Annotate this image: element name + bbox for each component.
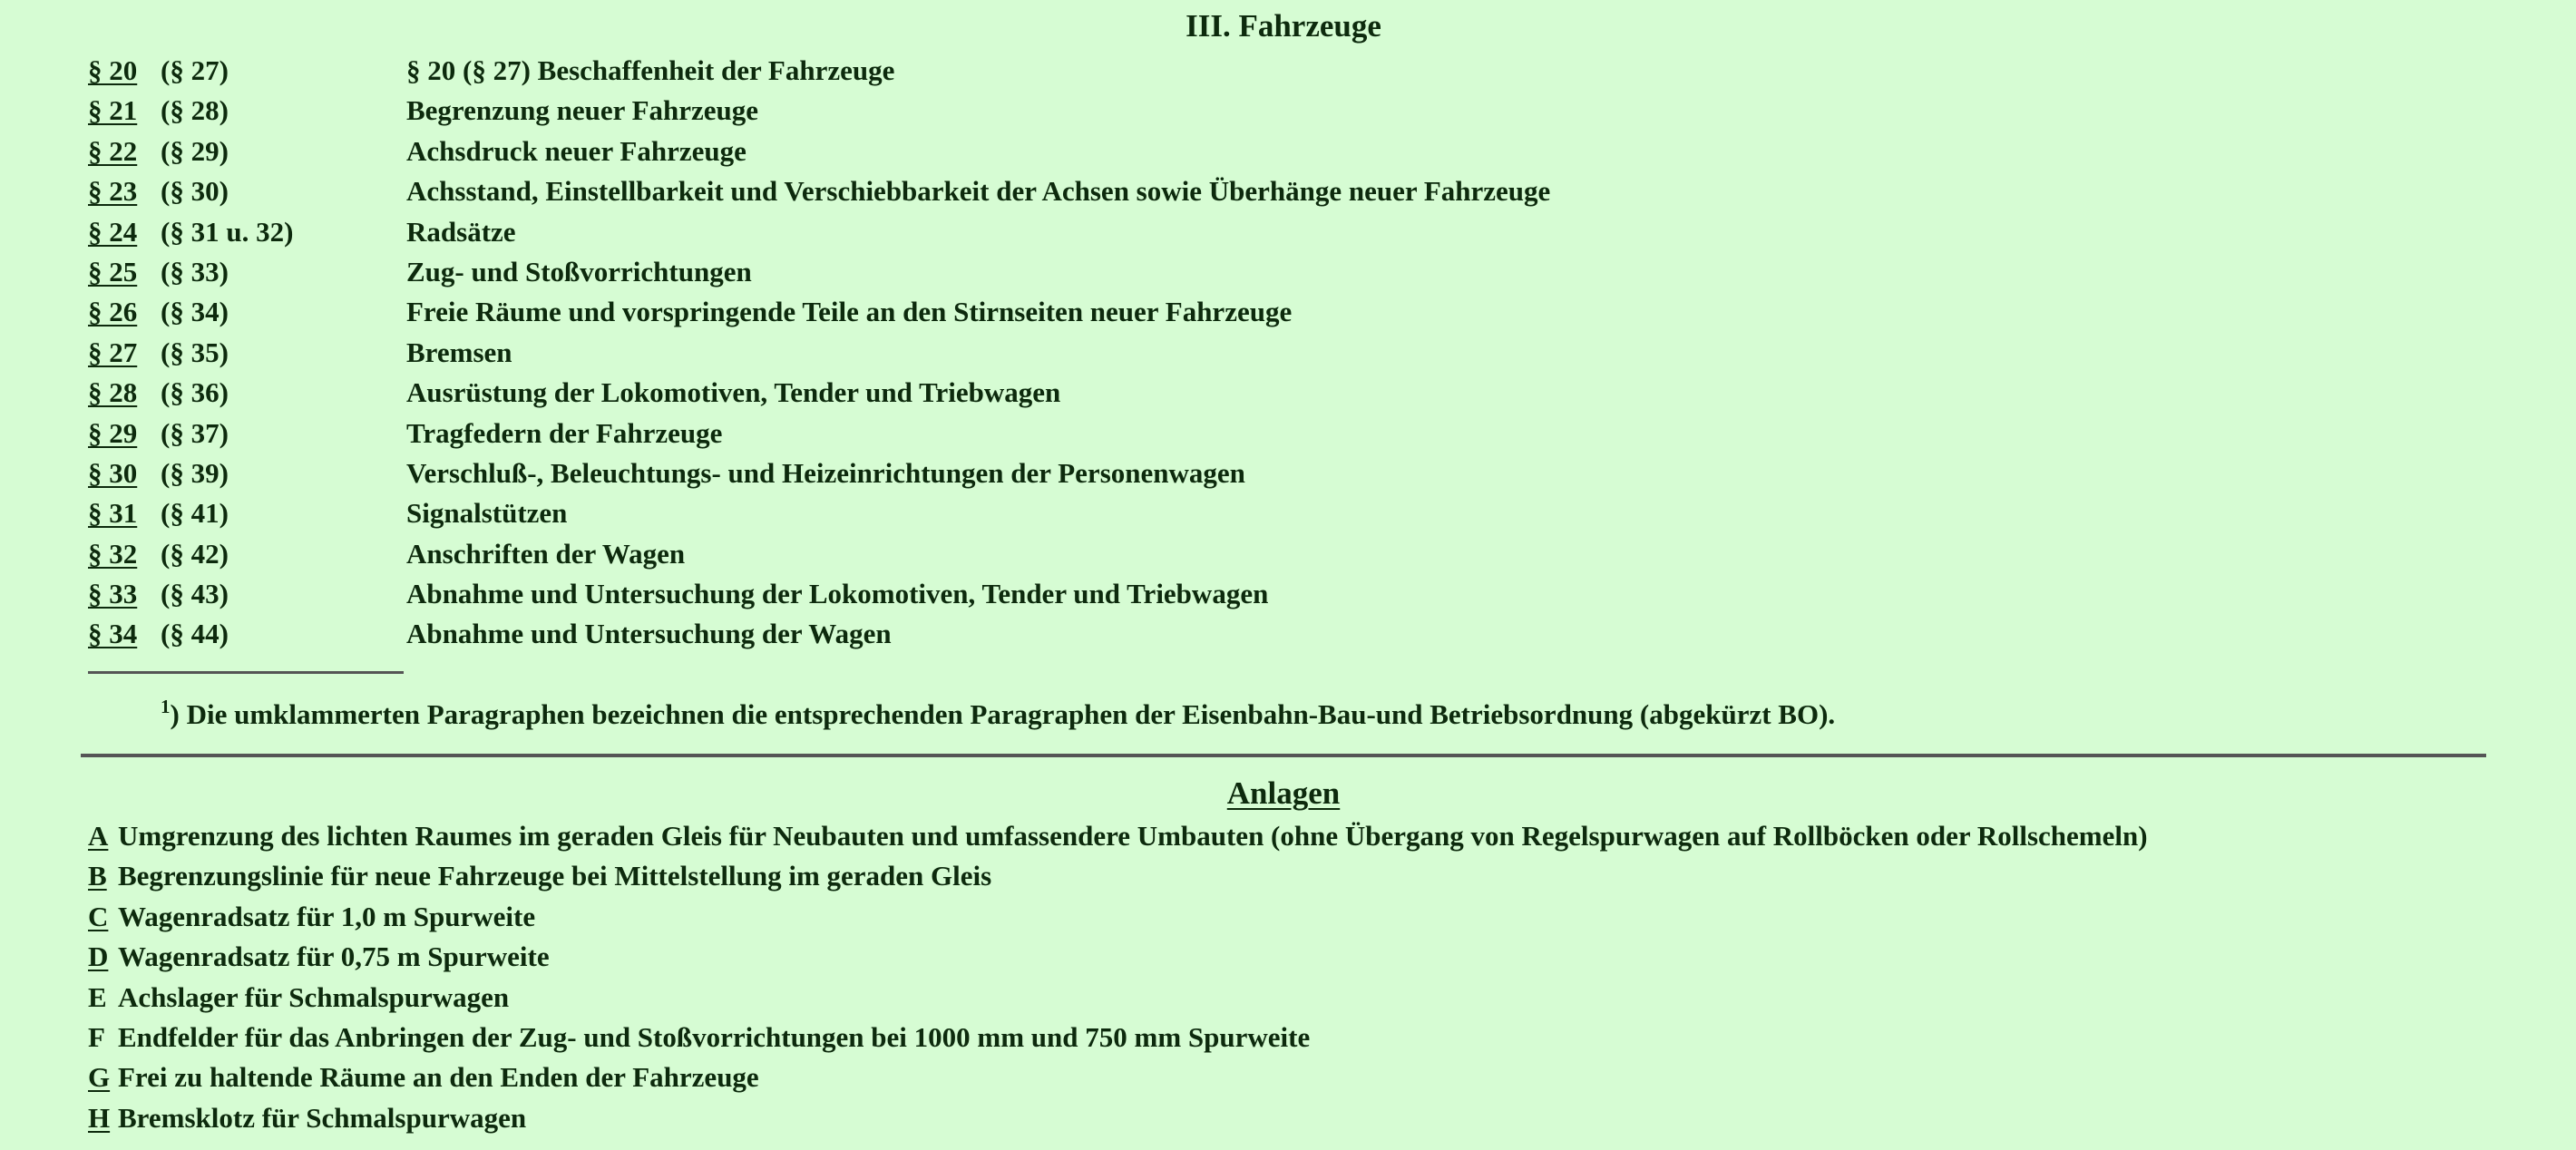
bo-reference: (§ 30): [161, 175, 229, 208]
bo-reference: (§ 29): [161, 134, 229, 167]
paragraph-link[interactable]: § 25: [88, 255, 138, 288]
section-title: III. Fahrzeuge: [1186, 8, 1381, 44]
paragraph-title: Achsdruck neuer Fahrzeuge: [406, 134, 746, 167]
anlage-link[interactable]: D: [88, 940, 109, 973]
anlage-letter: F: [88, 1020, 105, 1053]
paragraph-title: Abnahme und Untersuchung der Wagen: [406, 618, 892, 650]
footnote-marker: 1: [161, 696, 171, 717]
bo-reference: (§ 35): [161, 336, 229, 368]
bo-reference: (§ 42): [161, 537, 229, 570]
paragraph-link[interactable]: § 32: [88, 537, 138, 570]
paragraph-link[interactable]: § 20: [88, 54, 138, 86]
paragraph-link[interactable]: § 21: [88, 94, 138, 127]
paragraph-title: Achsstand, Einstellbarkeit und Verschiebbarkeit der Achsen sowie Überhänge neuer Fahrzeuge: [406, 175, 1551, 208]
anlage-title: Begrenzungslinie für neue Fahrzeuge bei Mittelstellung im geraden Gleis: [118, 860, 992, 892]
paragraph-link[interactable]: § 28: [88, 376, 138, 409]
paragraph-link[interactable]: § 31: [88, 497, 138, 530]
bo-reference: (§ 39): [161, 456, 229, 489]
bo-reference: (§ 43): [161, 578, 229, 610]
bo-reference: (§ 34): [161, 296, 229, 328]
paragraph-title: § 20 (§ 27) Beschaffenheit der Fahrzeuge: [406, 54, 895, 86]
footnote-divider: [88, 671, 404, 674]
paragraph-link[interactable]: § 24: [88, 215, 138, 248]
paragraph-link[interactable]: § 34: [88, 618, 138, 650]
paragraph-title: Freie Räume und vorspringende Teile an den Stirnseiten neuer Fahrzeuge: [406, 296, 1293, 328]
paragraph-title: Ausrüstung der Lokomotiven, Tender und Triebwagen: [406, 376, 1061, 409]
anlage-title: Endfelder für das Anbringen der Zug- und Stoßvorrichtungen bei 1000 mm und 750 mm Spurweite: [118, 1020, 1311, 1053]
paragraph-link[interactable]: § 27: [88, 336, 138, 368]
paragraph-link[interactable]: § 29: [88, 416, 138, 449]
paragraph-title: Tragfedern der Fahrzeuge: [406, 416, 723, 449]
paragraph-title: Signalstützen: [406, 497, 568, 530]
anlage-title: Achslager für Schmalspurwagen: [118, 980, 510, 1013]
bo-reference: (§ 37): [161, 416, 229, 449]
paragraph-title: Bremsen: [406, 336, 512, 368]
bo-reference: (§ 27): [161, 54, 229, 86]
paragraph-title: Radsätze: [406, 215, 516, 248]
anlage-title: Wagenradsatz für 1,0 m Spurweite: [118, 900, 536, 932]
paragraph-title: Verschluß-, Beleuchtungs- und Heizeinrichtungen der Personenwagen: [406, 456, 1245, 489]
bo-reference: (§ 41): [161, 497, 229, 530]
anlage-link[interactable]: C: [88, 900, 109, 932]
anlagen-title: Anlagen: [1226, 775, 1341, 811]
paragraph-link[interactable]: § 26: [88, 296, 138, 328]
paragraph-title: Abnahme und Untersuchung der Lokomotiven, Tender und Triebwagen: [406, 578, 1269, 610]
paragraph-link[interactable]: § 23: [88, 175, 138, 208]
footnote: [161, 695, 1835, 735]
section-divider: [81, 754, 2486, 757]
paragraph-title: Zug- und Stoßvorrichtungen: [406, 255, 752, 288]
bo-reference: (§ 44): [161, 618, 229, 650]
paragraph-link[interactable]: § 30: [88, 456, 138, 489]
anlage-link[interactable]: H: [88, 1101, 111, 1134]
anlage-title: Frei zu haltende Räume an den Enden der Fahrzeuge: [118, 1061, 759, 1094]
anlage-letter: E: [88, 980, 107, 1013]
bo-reference: (§ 31 u. 32): [161, 215, 294, 248]
anlage-link[interactable]: G: [88, 1061, 111, 1094]
anlage-title: Umgrenzung des lichten Raumes im geraden Gleis für Neubauten und umfassendere Umbauten (ohne Übergang von Regelspurwagen auf Rollböcken oder Rollschemeln): [118, 820, 2148, 852]
anlage-link[interactable]: B: [88, 860, 107, 892]
anlage-title: Wagenradsatz für 0,75 m Spurweite: [118, 940, 550, 973]
paragraph-title: Begrenzung neuer Fahrzeuge: [406, 94, 759, 127]
footnote-text: ) Die umklammerten Paragraphen bezeichnen die entsprechenden Paragraphen der Eisenbahn-Bau-und Betriebsordnung (abgekürzt BO).: [170, 698, 1836, 730]
anlage-link[interactable]: A: [88, 820, 109, 852]
bo-reference: (§ 33): [161, 255, 229, 288]
bo-reference: (§ 28): [161, 94, 229, 127]
anlage-title: Bremsklotz für Schmalspurwagen: [118, 1101, 527, 1134]
paragraph-title: Anschriften der Wagen: [406, 537, 686, 570]
bo-reference: (§ 36): [161, 376, 229, 409]
paragraph-link[interactable]: § 33: [88, 578, 138, 610]
paragraph-link[interactable]: § 22: [88, 134, 138, 167]
